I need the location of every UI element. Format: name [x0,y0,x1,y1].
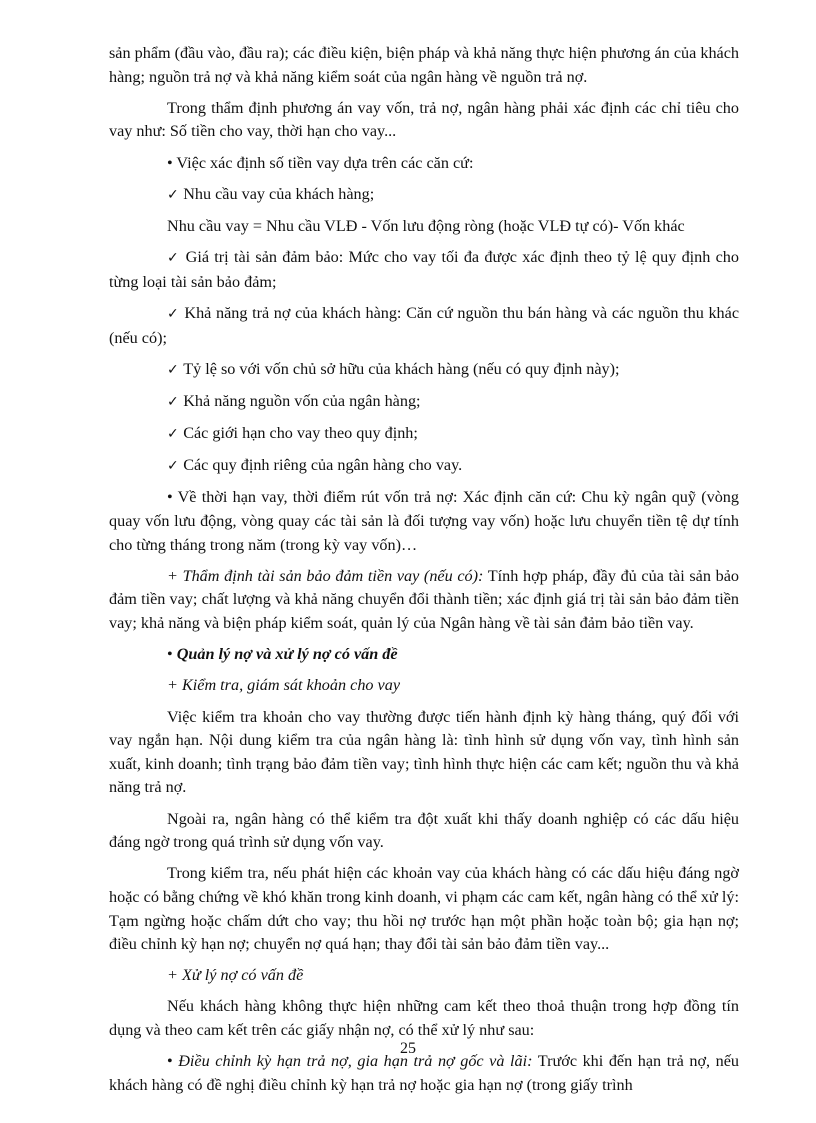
check-icon: ✓ [167,250,186,267]
check-item [109,422,739,447]
paragraph-text: Trước khi đến hạn trả nợ, nếu khách hàng có đề nghị điều chỉnh kỳ hạn trả nợ hoặc gia hạn nợ (trong giấy trình [109,1052,739,1094]
formula-line: Nhu cầu vay = Nhu cầu VLĐ - Vốn lưu động ròng (hoặc VLĐ tự có)- Vốn khác [167,216,685,235]
italic-lead: + Thẩm định tài sản bảo đảm tiền vay (nếu có): [167,566,484,585]
bullet-icon: • [167,1052,179,1071]
bullet-icon: • [167,645,177,664]
check-item [109,454,739,479]
document-body [109,42,739,1105]
paragraph: Trong thẩm định phương án vay vốn, trả nợ, ngân hàng phải xác định các chỉ tiêu cho vay như: Số tiền cho vay, thời hạn cho vay... [109,98,739,141]
paragraph: sản phẩm (đầu vào, đầu ra); các điều kiện, biện pháp và khả năng thực hiện phương án của khách hàng; nguồn trả nợ và khả năng kiểm soát của ngân hàng về nguồn trả nợ. [109,44,739,86]
check-item-text: Khả năng nguồn vốn của ngân hàng; [183,391,421,410]
section-heading [109,643,739,667]
check-icon: ✓ [167,393,184,410]
paragraph [109,565,739,636]
check-item [109,390,739,415]
bullet-paragraph: • Việc xác định số tiền vay dựa trên các căn cứ: [167,153,474,172]
check-item-text: Giá trị tài sản đảm bảo: Mức cho vay tối đa được xác định theo tỷ lệ quy định cho từng loại tài sản bảo đảm; [109,248,739,291]
bullet-paragraph: • Về thời hạn vay, thời điểm rút vốn trả nợ: Xác định căn cứ: Chu kỳ ngân quỹ (vòng quay vốn lưu động, vòng quay các tài sản là đối tượng vay vốn) hoặc lưu chuyển tiền tệ dự tính cho từng tháng trong năm (trong kỳ vay vốn)… [109,488,739,554]
check-icon: ✓ [167,426,184,443]
section-heading-text: Quản lý nợ và xử lý nợ có vấn đề [176,645,398,664]
check-icon: ✓ [167,305,185,322]
check-item [109,358,739,383]
subsection-heading: + Kiểm tra, giám sát khoản cho vay [167,676,401,695]
check-item [109,246,739,294]
check-item-text: Tỷ lệ so với vốn chủ sở hữu của khách hàng (nếu có quy định này); [183,359,620,378]
paragraph: Ngoài ra, ngân hàng có thể kiểm tra đột xuất khi thấy doanh nghiệp có các dấu hiệu đáng ngờ trong quá trình sử dụng vốn vay. [109,809,739,852]
check-item [109,302,739,350]
check-icon: ✓ [167,186,184,203]
check-item-text: Nhu cầu vay của khách hàng; [183,184,375,203]
check-item [109,183,739,208]
check-item-text: Khả năng trả nợ của khách hàng: Căn cứ nguồn thu bán hàng và các nguồn thu khác (nếu có); [109,303,740,347]
italic-lead: Điều chỉnh kỳ hạn trả nợ, gia hạn trả nợ gốc và lãi: [178,1052,533,1071]
page-number: 25 [400,1040,416,1057]
check-icon: ✓ [167,361,184,378]
paragraph: Nếu khách hàng không thực hiện những cam kết theo thoả thuận trong hợp đồng tín dụng và theo cam kết trên các giấy nhận nợ, có thể xử lý như sau: [109,997,739,1040]
check-icon: ✓ [167,458,184,475]
check-item-text: Các giới hạn cho vay theo quy định; [183,424,418,443]
paragraph: Việc kiểm tra khoản cho vay thường được tiến hành định kỳ hàng tháng, quý đối với vay ngắn hạn. Nội dung kiểm tra của ngân hàng là: tình hình sử dụng vốn vay, tình hình sản xuất, kinh doanh; tình trạng bảo đảm tiền vay; tình hình thực hiện các cam kết; nguồn thu và khả năng trả nợ. [109,707,739,797]
check-item-text: Các quy định riêng của ngân hàng cho vay. [183,456,463,475]
paragraph-text: Tính hợp pháp, đầy đủ của tài sản bảo đảm tiền vay; chất lượng và khả năng chuyển đổi thành tiền; xác định giá trị tài sản bảo đảm tiền vay; khả năng và biện pháp kiểm soát, quản lý của Ngân hàng về tài sản đảm bảo tiền vay. [109,566,739,632]
subsection-heading: + Xử lý nợ có vấn đề [167,966,304,985]
paragraph: Trong kiểm tra, nếu phát hiện các khoản vay của khách hàng có các dấu hiệu đáng ngờ hoặc có bằng chứng về khó khăn trong kinh doanh, vi phạm các cam kết, ngân hàng có thể xử lý: Tạm ngừng hoặc chấm dứt cho vay; thu hồi nợ trước hạn một phần hoặc toàn bộ; gia hạn nợ; điều chỉnh kỳ hạn nợ; chuyển nợ quá hạn; thay đổi tài sản bảo đảm tiền vay... [109,864,739,954]
